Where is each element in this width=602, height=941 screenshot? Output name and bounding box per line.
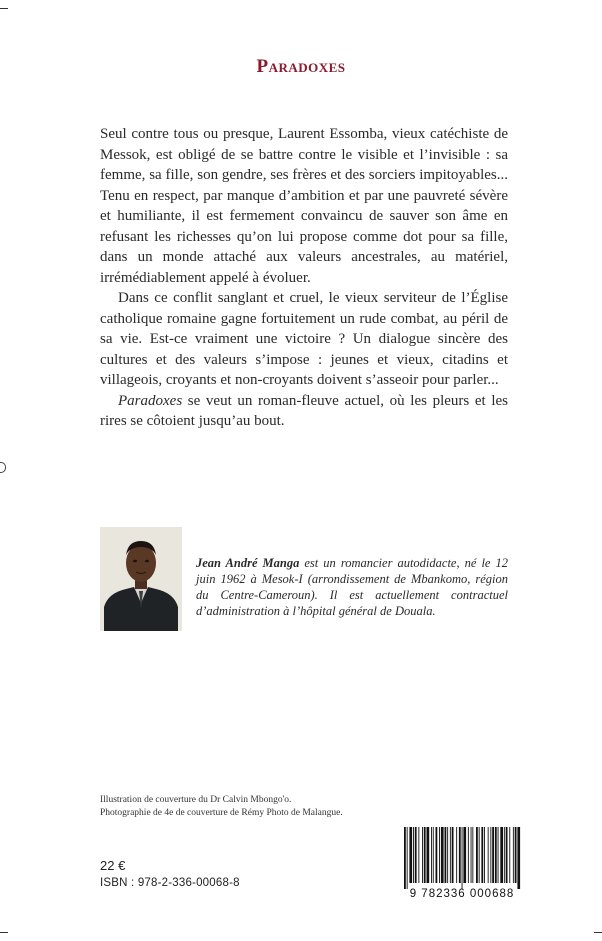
barcode-bar (456, 827, 457, 883)
barcode-bar (407, 827, 408, 889)
isbn-barcode (396, 823, 528, 903)
barcode-bar (404, 827, 406, 889)
crop-mark-top-left (0, 8, 8, 9)
barcode-bar (495, 827, 497, 883)
barcode-bar (488, 827, 489, 883)
crop-mark-bottom-left (0, 932, 8, 933)
barcode-bar (462, 827, 463, 889)
barcode-bar (506, 827, 508, 883)
barcode-bar (513, 827, 514, 883)
barcode-bar (418, 827, 419, 883)
crop-mark-bottom-right (594, 932, 602, 933)
blurb-title-ref: Paradoxes (118, 392, 183, 409)
blurb-paragraph-3-text: se veut un roman-fleuve actuel, où les pleurs et les rires se côtoient jusqu’au bout. (100, 392, 508, 429)
barcode-bar (517, 827, 520, 889)
back-cover-blurb (100, 124, 508, 432)
barcode-bar (498, 827, 499, 883)
blurb-paragraph-1: Seul contre tous ou presque, Laurent Essomba, vieux catéchiste de Messok, est obligé de se battre contre le visible et l’invisible : sa femme, sa fille, son gendre, ses frères et des sorciers impitoyables... Tenu en respect, par manque d’ambition et par une pauvreté sévère et humiliante, il est fermement convaincu de sauver son âme en refusant les richesses qu’on lui propose comme dot pour sa fille, dans un monde attaché aux valeurs ancestrales, au matériel, irrémédiablement appelé à évoluer. (100, 126, 508, 286)
blurb-paragraph-2: Dans ce conflit sanglant et cruel, le vieux serviteur de l’Église catholique romaine gagne fortuitement un rude combat, au péril de sa vie. Est-ce vraiment une victoire ? Un dialogue sincère des cultures et des valeurs s’impose : jeunes et vieux, citadins et villageois, croyants et non-croyants doivent s’asseoir pour parler... (100, 290, 508, 388)
barcode-bar (433, 827, 434, 883)
barcode-bar (481, 827, 483, 883)
barcode-bar (450, 827, 451, 883)
barcode-bar (500, 827, 503, 883)
barcode-bar (476, 827, 478, 883)
barcode-bar (459, 827, 461, 883)
barcode-bar (427, 827, 430, 883)
barcode-bar (441, 827, 444, 883)
barcode-bar (504, 827, 505, 883)
barcode-bar (490, 827, 491, 883)
barcode-bar (479, 827, 480, 883)
registration-mark (0, 462, 6, 473)
blurb-paragraph-3 (100, 391, 508, 432)
barcode-bar (415, 827, 417, 883)
barcode-bar (422, 827, 423, 883)
photo-credit: Photographie de 4e de couverture de Rémy Photo de Malangue. (100, 808, 343, 818)
barcode-bar (484, 827, 485, 883)
barcode-bar (452, 827, 454, 883)
author-bio-text: est un romancier autodidacte, né le 12 juin 1962 à Mesok-I (arrondissement de Mbankomo, région du Centre-Cameroun). Il est actuellement contractuel d’administration à l’hôpital général de Douala. (196, 556, 508, 618)
author-name: Jean André Manga (196, 556, 300, 570)
barcode-bar (509, 827, 510, 883)
barcode-digits: 9 782336 000688 (409, 888, 515, 900)
barcode-bar (472, 827, 473, 883)
barcode-bar (413, 827, 414, 883)
barcode-bar (515, 827, 517, 883)
barcode-bar (447, 827, 448, 883)
illustration-credit: Illustration de couverture du Dr Calvin Mbongo'o. (100, 795, 292, 805)
barcode-bar (436, 827, 438, 883)
barcode-bar (471, 827, 472, 883)
author-photo (100, 527, 182, 631)
barcode-bars (402, 827, 522, 889)
cover-credits (100, 794, 460, 820)
barcode-bar (468, 827, 469, 883)
price: 22 € (100, 858, 126, 873)
barcode-bar (492, 827, 494, 883)
barcode-bar (445, 827, 447, 883)
isbn: ISBN : 978-2-336-00068-8 (100, 877, 240, 889)
barcode-bar (431, 827, 432, 883)
book-title: Paradoxes (256, 56, 346, 77)
barcode-bar (463, 827, 466, 883)
barcode-bar (424, 827, 426, 883)
barcode-bar (439, 827, 440, 883)
author-bio (196, 555, 508, 619)
barcode-bar (409, 827, 412, 883)
